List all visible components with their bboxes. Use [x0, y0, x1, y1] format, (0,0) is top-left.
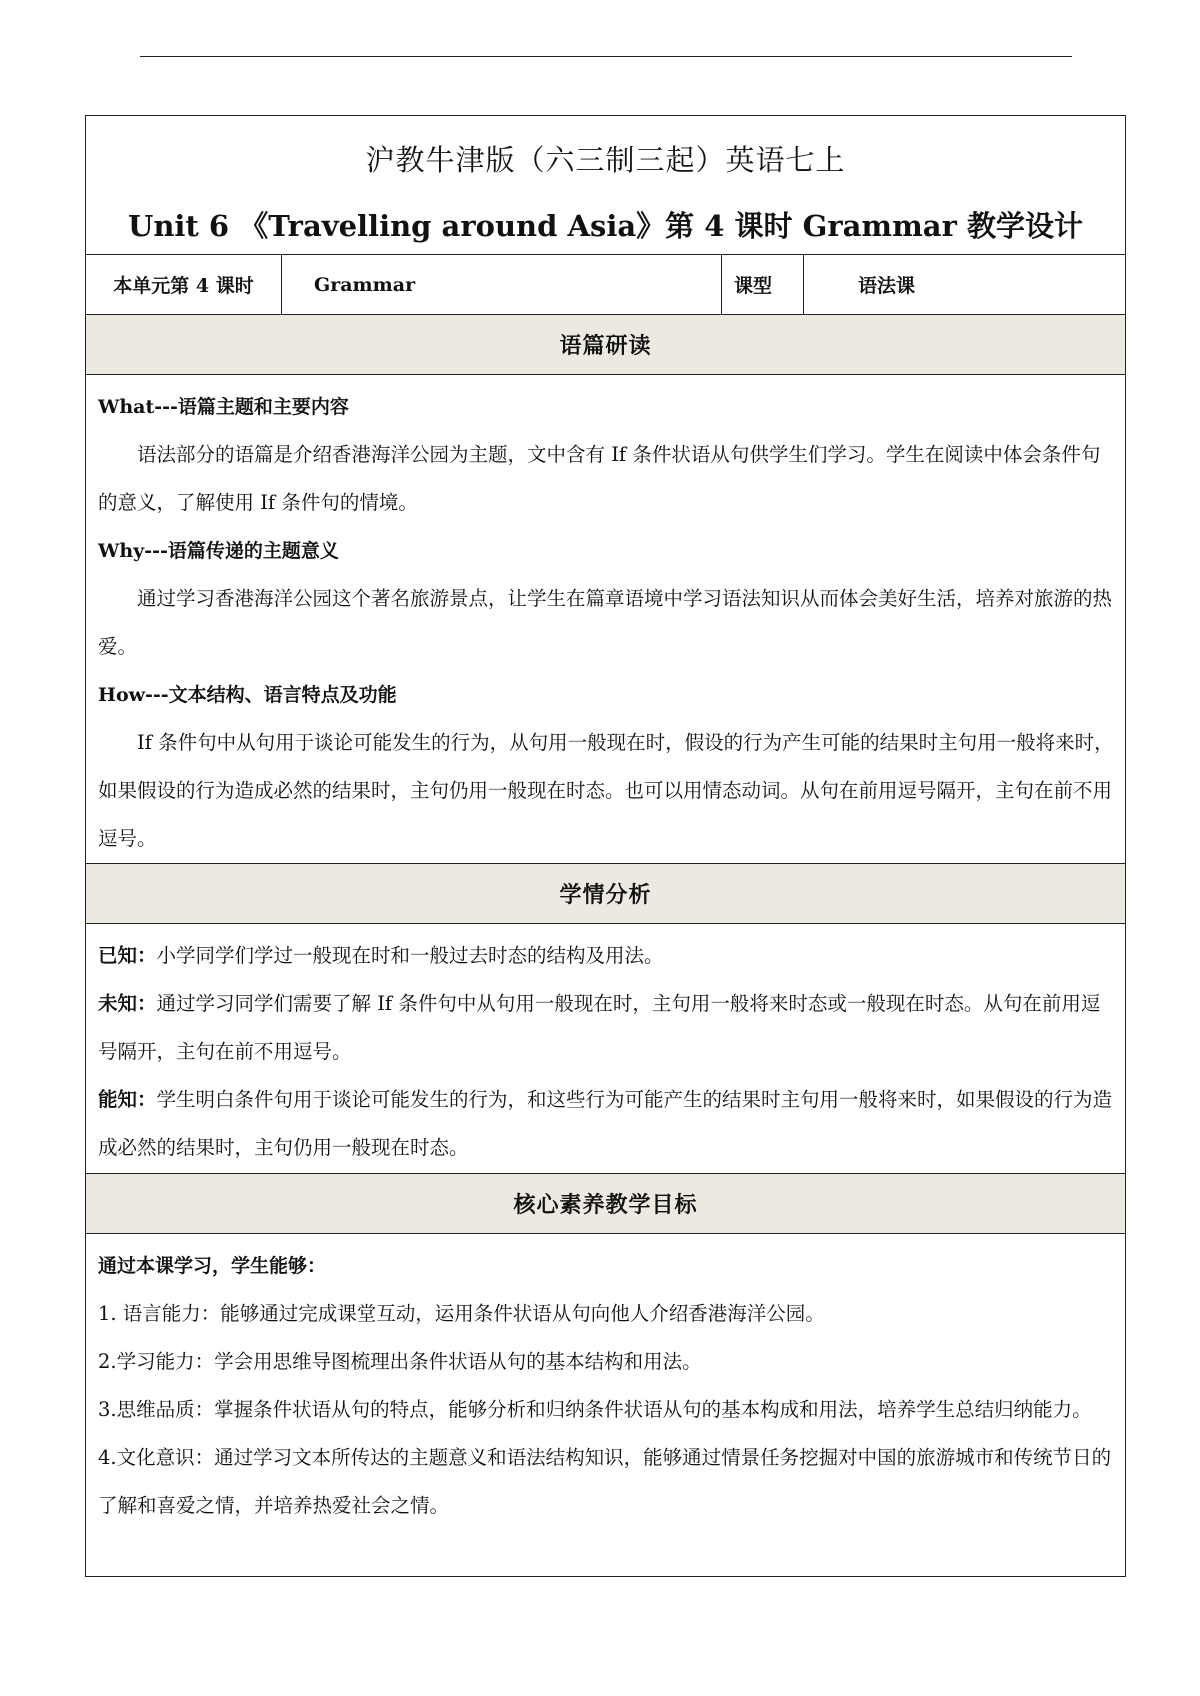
unknown-text: 通过学习同学们需要了解 If 条件句中从句用一般现在时，主句用一般将来时态或一般现在时态。从句在前用逗号隔开，主句在前不用逗号。: [98, 992, 1101, 1063]
section-body-learner-analysis: [86, 924, 1125, 1174]
lesson-number-label: 本单元第 4 课时: [86, 255, 282, 314]
how-paragraph: If 条件句中从句用于谈论可能发生的行为，从句用一般现在时，假设的行为产生可能的结果时主句用一般将来时，如果假设的行为造成必然的结果时，主句仍用一般现在时态。也可以用情态动词。从句在前用逗号隔开，主句在前不用逗号。: [98, 731, 1114, 850]
section-heading-core-objectives: 核心素养教学目标: [86, 1174, 1125, 1234]
objective-item: 3.思维品质：掌握条件状语从句的特点，能够分析和归纳条件状语从句的基本构成和用法，培养学生总结归纳能力。: [98, 1398, 1092, 1421]
section-heading-text-study: 语篇研读: [86, 315, 1125, 375]
lesson-type-label: 课型: [722, 255, 804, 314]
known-paragraph: [98, 932, 1115, 980]
what-paragraph: 语法部分的语篇是介绍香港海洋公园为主题，文中含有 If 条件状语从句供学生们学习。学生在阅读中体会条件句的意义，了解使用 If 条件句的情境。: [98, 443, 1101, 514]
lesson-type-value: 语法课: [858, 275, 916, 297]
section-heading-learner-analysis: 学情分析: [86, 864, 1125, 924]
lesson-info-row: [86, 255, 1125, 315]
document-subtitle: Unit 6 《Travelling around Asia》第 4 课时 Grammar 教学设计: [128, 209, 1083, 243]
lesson-topic-value: Grammar: [282, 255, 722, 314]
able-label: 能知：: [98, 1088, 157, 1111]
document-title: 沪教牛津版（六三制三起）英语七上: [365, 143, 846, 177]
title-block: [86, 116, 1125, 255]
section-body-text-study: [86, 375, 1125, 864]
known-label: 已知：: [98, 944, 157, 967]
lesson-plan-table: [85, 115, 1126, 1577]
why-subheading: Why---语篇传递的主题意义: [98, 540, 339, 562]
unknown-paragraph: [98, 980, 1115, 1076]
section-body-core-objectives: [86, 1234, 1125, 1576]
able-paragraph: [98, 1076, 1115, 1172]
what-subheading: What---语篇主题和主要内容: [98, 396, 349, 418]
objective-item: 2.学习能力：学会用思维导图梳理出条件状语从句的基本结构和用法。: [98, 1350, 702, 1373]
objective-item: 4.文化意识：通过学习文本所传达的主题意义和语法结构知识，能够通过情景任务挖掘对中国的旅游城市和传统节日的了解和喜爱之情，并培养热爱社会之情。: [98, 1446, 1112, 1517]
objective-item: 1. 语言能力：能够通过完成课堂互动，运用条件状语从句向他人介绍香港海洋公园。: [98, 1302, 825, 1325]
why-paragraph: 通过学习香港海洋公园这个著名旅游景点，让学生在篇章语境中学习语法知识从而体会美好生活，培养对旅游的热爱。: [98, 587, 1113, 658]
unknown-label: 未知：: [98, 992, 157, 1015]
able-text: 学生明白条件句用于谈论可能发生的行为，和这些行为可能产生的结果时主句用一般将来时，如果假设的行为造成必然的结果时，主句仍用一般现在时态。: [98, 1088, 1113, 1159]
objectives-intro: 通过本课学习，学生能够：: [98, 1255, 327, 1277]
known-text: 小学同学们学过一般现在时和一般过去时态的结构及用法。: [156, 944, 664, 967]
page-header-rule: [140, 56, 1072, 57]
how-subheading: How---文本结构、语言特点及功能: [98, 684, 397, 706]
